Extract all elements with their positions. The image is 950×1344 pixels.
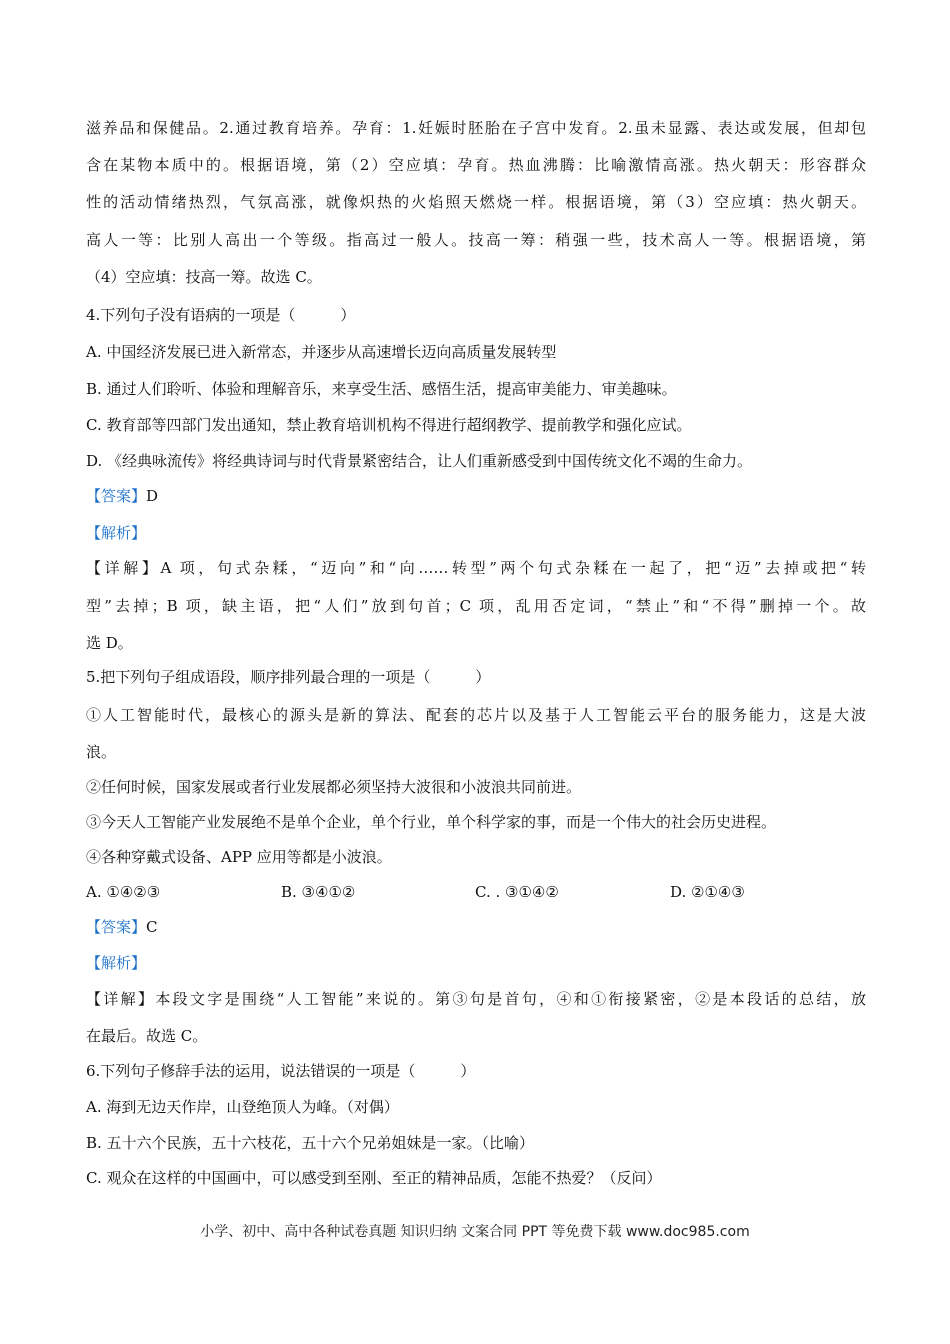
- detail-tag: 【详解】: [86, 559, 161, 577]
- question-4-option-c: C. 教育部等四部门发出通知，禁止教育培训机构不得进行超纲教学、提前教学和强化应试。: [86, 416, 692, 434]
- question-4-analysis-tag: 【解析】: [86, 524, 147, 542]
- question-5-sentence-4: ④各种穿戴式设备、APP 应用等都是小波浪。: [86, 848, 392, 866]
- explanation-line-5: （4）空应填：技高一筹。故选 C。: [86, 268, 322, 286]
- question-5-answer: [86, 917, 866, 937]
- page-footer: 小学、初中、高中各种试卷真题 知识归纳 文案合同 PPT 等免费下载 www.doc985.com: [200, 1224, 750, 1240]
- question-4-detail-line-1: [86, 558, 866, 578]
- question-4-option-d: D. 《经典咏流传》将经典诗词与时代背景紧密结合，让人们重新感受到中国传统文化不竭的生命力。: [86, 452, 753, 470]
- question-5-option-d: D. ②①④③: [670, 883, 745, 901]
- question-4-option-b: B. 通过人们聆听、体验和理解音乐，来享受生活、感悟生活，提高审美能力、审美趣味。: [86, 380, 677, 398]
- explanation-line-2: 含在某物本质中的。根据语境，第（2）空应填：孕育。热血沸腾：比喻激情高涨。热火朝天：形容群众: [86, 156, 866, 174]
- answer-value: D: [146, 487, 159, 505]
- question-5-analysis-tag: 【解析】: [86, 954, 147, 972]
- question-5-sentence-1: ①人工智能时代，最核心的源头是新的算法、配套的芯片以及基于人工智能云平台的服务能力，这是大波: [86, 706, 866, 724]
- detail-text: A 项，句式杂糅，“迈向”和“向……转型”两个句式杂糅在一起了，把“迈”去掉或把“转: [160, 559, 866, 577]
- question-6-stem: 6.下列句子修辞手法的运用，说法错误的一项是（ ）: [86, 1062, 476, 1080]
- answer-value: C: [146, 918, 158, 936]
- question-5-sentence-2: ②任何时候，国家发展或者行业发展都必须坚持大波很和小波浪共同前进。: [86, 778, 582, 796]
- question-5-detail-line-2: 在最后。故选 C。: [86, 1027, 208, 1045]
- question-5-sentence-1-cont: 浪。: [86, 743, 117, 761]
- question-4-answer: [86, 486, 866, 506]
- detail-tag: 【详解】: [86, 990, 156, 1008]
- question-4-detail-line-2: 型”去掉；B 项，缺主语，把“人们”放到句首；C 项，乱用否定词，“禁止”和“不得”删掉一个。故: [86, 597, 866, 615]
- explanation-line-1: 滋养品和保健品。2.通过教育培养。孕育：1.妊娠时胚胎在子宫中发育。2.虽未显露、表达或发展，但却包: [86, 119, 866, 137]
- answer-tag: 【答案】: [86, 487, 147, 505]
- question-6-option-a: A. 海到无边天作岸，山登绝顶人为峰。（对偶）: [86, 1098, 399, 1116]
- question-4-detail-line-3: 选 D。: [86, 634, 133, 652]
- question-4-option-a: A. 中国经济发展已进入新常态，并逐步从高速增长迈向高质量发展转型: [86, 343, 557, 361]
- question-4-stem: 4.下列句子没有语病的一项是（ ）: [86, 306, 356, 324]
- question-5-option-b: B. ③④①②: [281, 883, 356, 901]
- question-6-option-c: C. 观众在这样的中国画中，可以感受到至刚、至正的精神品质，怎能不热爱？（反问）: [86, 1169, 662, 1187]
- explanation-line-3: 性的活动情绪热烈，气氛高涨，就像炽热的火焰照天燃烧一样。根据语境，第（3）空应填：热火朝天。: [86, 193, 866, 211]
- question-5-option-c: C. . ③①④②: [475, 883, 559, 901]
- question-5-sentence-3: ③今天人工智能产业发展绝不是单个企业，单个行业，单个科学家的事，而是一个伟大的社会历史进程。: [86, 813, 777, 831]
- detail-text: 本段文字是围绕“人工智能”来说的。第③句是首句，④和①衔接紧密，②是本段话的总结，放: [155, 990, 866, 1008]
- question-5-detail-line-1: [86, 989, 866, 1009]
- question-5-option-a: A. ①④②③: [86, 883, 161, 901]
- question-6-option-b: B. 五十六个民族，五十六枝花，五十六个兄弟姐妹是一家。（比喻）: [86, 1134, 535, 1152]
- explanation-line-4: 高人一等：比别人高出一个等级。指高过一般人。技高一筹：稍强一些，技术高人一等。根据语境，第: [86, 231, 866, 249]
- question-5-stem: 5.把下列句子组成语段，顺序排列最合理的一项是（ ）: [86, 668, 491, 686]
- answer-tag: 【答案】: [86, 918, 147, 936]
